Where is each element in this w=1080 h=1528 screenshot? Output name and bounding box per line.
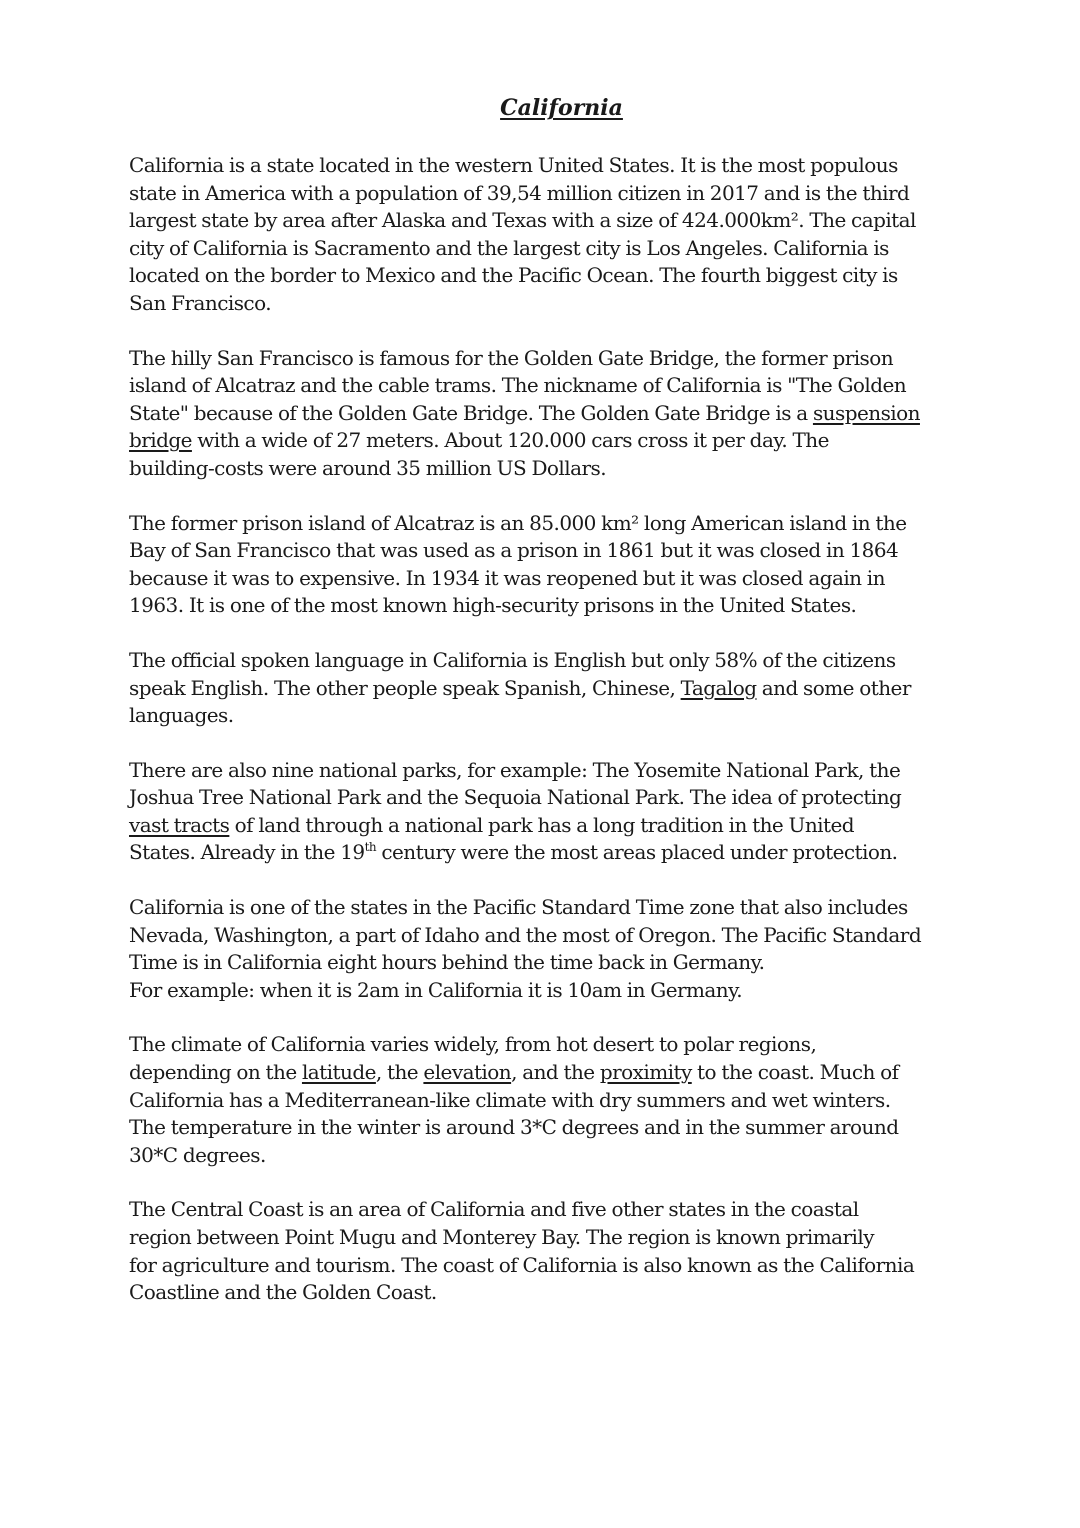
underlined-term: vast tracts	[129, 812, 230, 837]
text-segment: For example: when it is 2am in California it is 10am in Germany.	[129, 977, 743, 1002]
text-segment: California is one of the states in the Pacific Standard Time zone that also includes	[129, 895, 908, 920]
text-segment: island of Alcatraz and the cable trams. The nickname of California is "The Golden	[129, 373, 907, 398]
text-line	[129, 1252, 959, 1280]
text-line	[129, 427, 959, 455]
text-line	[129, 400, 959, 428]
text-segment: state in America with a population of 39,54 million citizen in 2017 and is the third	[129, 180, 910, 205]
text-line	[129, 784, 959, 812]
text-line	[129, 949, 959, 977]
document-title: California	[500, 95, 623, 121]
paragraph-4	[129, 647, 959, 730]
paragraph-7	[129, 1031, 959, 1169]
text-segment: States. Already in the 19	[129, 840, 365, 865]
text-segment: Bay of San Francisco that was used as a prison in 1861 but it was closed in 1864	[129, 538, 899, 563]
paragraph-5	[129, 757, 959, 867]
text-segment: of land through a national park has a long tradition in the United	[229, 812, 855, 837]
text-line	[129, 372, 959, 400]
text-segment: California is a state located in the western United States. It is the most populous	[129, 153, 898, 177]
text-line	[129, 207, 959, 235]
text-line	[129, 1142, 959, 1170]
text-segment: with a wide of 27 meters. About 120.000 cars cross it per day. The	[191, 428, 829, 453]
text-segment: , the	[375, 1060, 424, 1085]
text-segment: Time is in California eight hours behind the time back in Germany.	[129, 950, 765, 975]
text-segment: The climate of California varies widely, from hot desert to polar regions,	[129, 1032, 817, 1057]
text-segment: State" because of the Golden Gate Bridge. The Golden Gate Bridge is a	[129, 400, 813, 425]
text-segment: for agriculture and tourism. The coast of California is also known as the California	[129, 1252, 915, 1277]
text-line	[129, 565, 959, 593]
text-segment: The official spoken language in California is English but only 58% of the citizens	[129, 647, 896, 672]
text-segment: depending on the	[129, 1060, 302, 1085]
text-line	[129, 235, 959, 263]
text-segment: Coastline and the Golden Coast.	[129, 1280, 437, 1305]
text-line	[129, 1059, 959, 1087]
text-segment: speak English. The other people speak Spanish, Chinese,	[129, 675, 681, 700]
text-line	[129, 922, 959, 950]
text-line	[129, 812, 959, 840]
text-line	[129, 1087, 959, 1115]
document-page	[129, 92, 959, 1334]
text-line	[129, 290, 959, 318]
paragraph-1	[129, 152, 959, 318]
text-line	[129, 894, 959, 922]
text-line	[129, 262, 959, 290]
text-segment: San Francisco.	[129, 290, 272, 315]
text-line	[129, 839, 959, 867]
text-segment: 30*C degrees.	[129, 1142, 266, 1167]
text-segment: Joshua Tree National Park and the Sequoia National Park. The idea of protecting	[129, 785, 902, 810]
text-segment: and some other	[756, 675, 911, 700]
text-segment: located on the border to Mexico and the Pacific Ocean. The fourth biggest city is	[129, 263, 898, 288]
text-segment: Nevada, Washington, a part of Idaho and the most of Oregon. The Pacific Standard	[129, 922, 922, 947]
underlined-term: bridge	[129, 428, 192, 453]
text-segment: , and the	[511, 1060, 600, 1085]
paragraph-3	[129, 510, 959, 620]
text-segment: 1963. It is one of the most known high-security prisons in the United States.	[129, 593, 857, 618]
text-line	[129, 675, 959, 703]
superscript: th	[364, 839, 377, 854]
text-segment: to the coast. Much of	[691, 1060, 899, 1085]
text-line	[129, 537, 959, 565]
paragraph-8	[129, 1196, 959, 1306]
text-segment: The former prison island of Alcatraz is an 85.000 km² long American island in the	[129, 510, 907, 535]
text-line	[129, 702, 959, 730]
paragraph-6	[129, 894, 959, 1004]
text-line	[129, 1031, 959, 1059]
document-body	[129, 152, 959, 1307]
underlined-term: latitude	[301, 1060, 376, 1085]
underlined-term: suspension	[812, 400, 920, 425]
text-segment: region between Point Mugu and Monterey Bay. The region is known primarily	[129, 1225, 874, 1249]
text-line	[129, 592, 959, 620]
text-line	[129, 510, 959, 538]
text-segment: The temperature in the winter is around 3*C degrees and in the summer around	[129, 1115, 899, 1140]
text-line	[129, 757, 959, 785]
underlined-term: proximity	[599, 1060, 692, 1085]
text-segment: The hilly San Francisco is famous for the Golden Gate Bridge, the former prison	[129, 345, 894, 370]
text-segment: city of California is Sacramento and the largest city is Los Angeles. California is	[129, 235, 889, 260]
underlined-term: elevation	[423, 1060, 512, 1085]
text-line	[129, 1224, 959, 1252]
text-line	[129, 1279, 959, 1307]
text-segment: languages.	[129, 703, 234, 728]
text-segment: building-costs were around 35 million US Dollars.	[129, 455, 607, 480]
text-line	[129, 345, 959, 373]
text-segment: California has a Mediterranean-like climate with dry summers and wet winters.	[129, 1087, 891, 1112]
text-line	[129, 1114, 959, 1142]
paragraph-2	[129, 345, 959, 483]
text-segment: The Central Coast is an area of California and five other states in the coastal	[129, 1197, 859, 1222]
text-segment: There are also nine national parks, for example: The Yosemite National Park, the	[129, 757, 901, 782]
text-line	[129, 977, 959, 1005]
text-segment: century were the most areas placed under protection.	[376, 840, 898, 865]
text-line	[129, 152, 959, 180]
underlined-term: Tagalog	[680, 675, 757, 700]
text-line	[129, 180, 959, 208]
text-line	[129, 455, 959, 483]
text-segment: largest state by area after Alaska and Texas with a size of 424.000km². The capital	[129, 208, 916, 233]
text-line	[129, 1196, 959, 1224]
text-line	[129, 647, 959, 675]
text-segment: because it was to expensive. In 1934 it was reopened but it was closed again in	[129, 565, 885, 590]
